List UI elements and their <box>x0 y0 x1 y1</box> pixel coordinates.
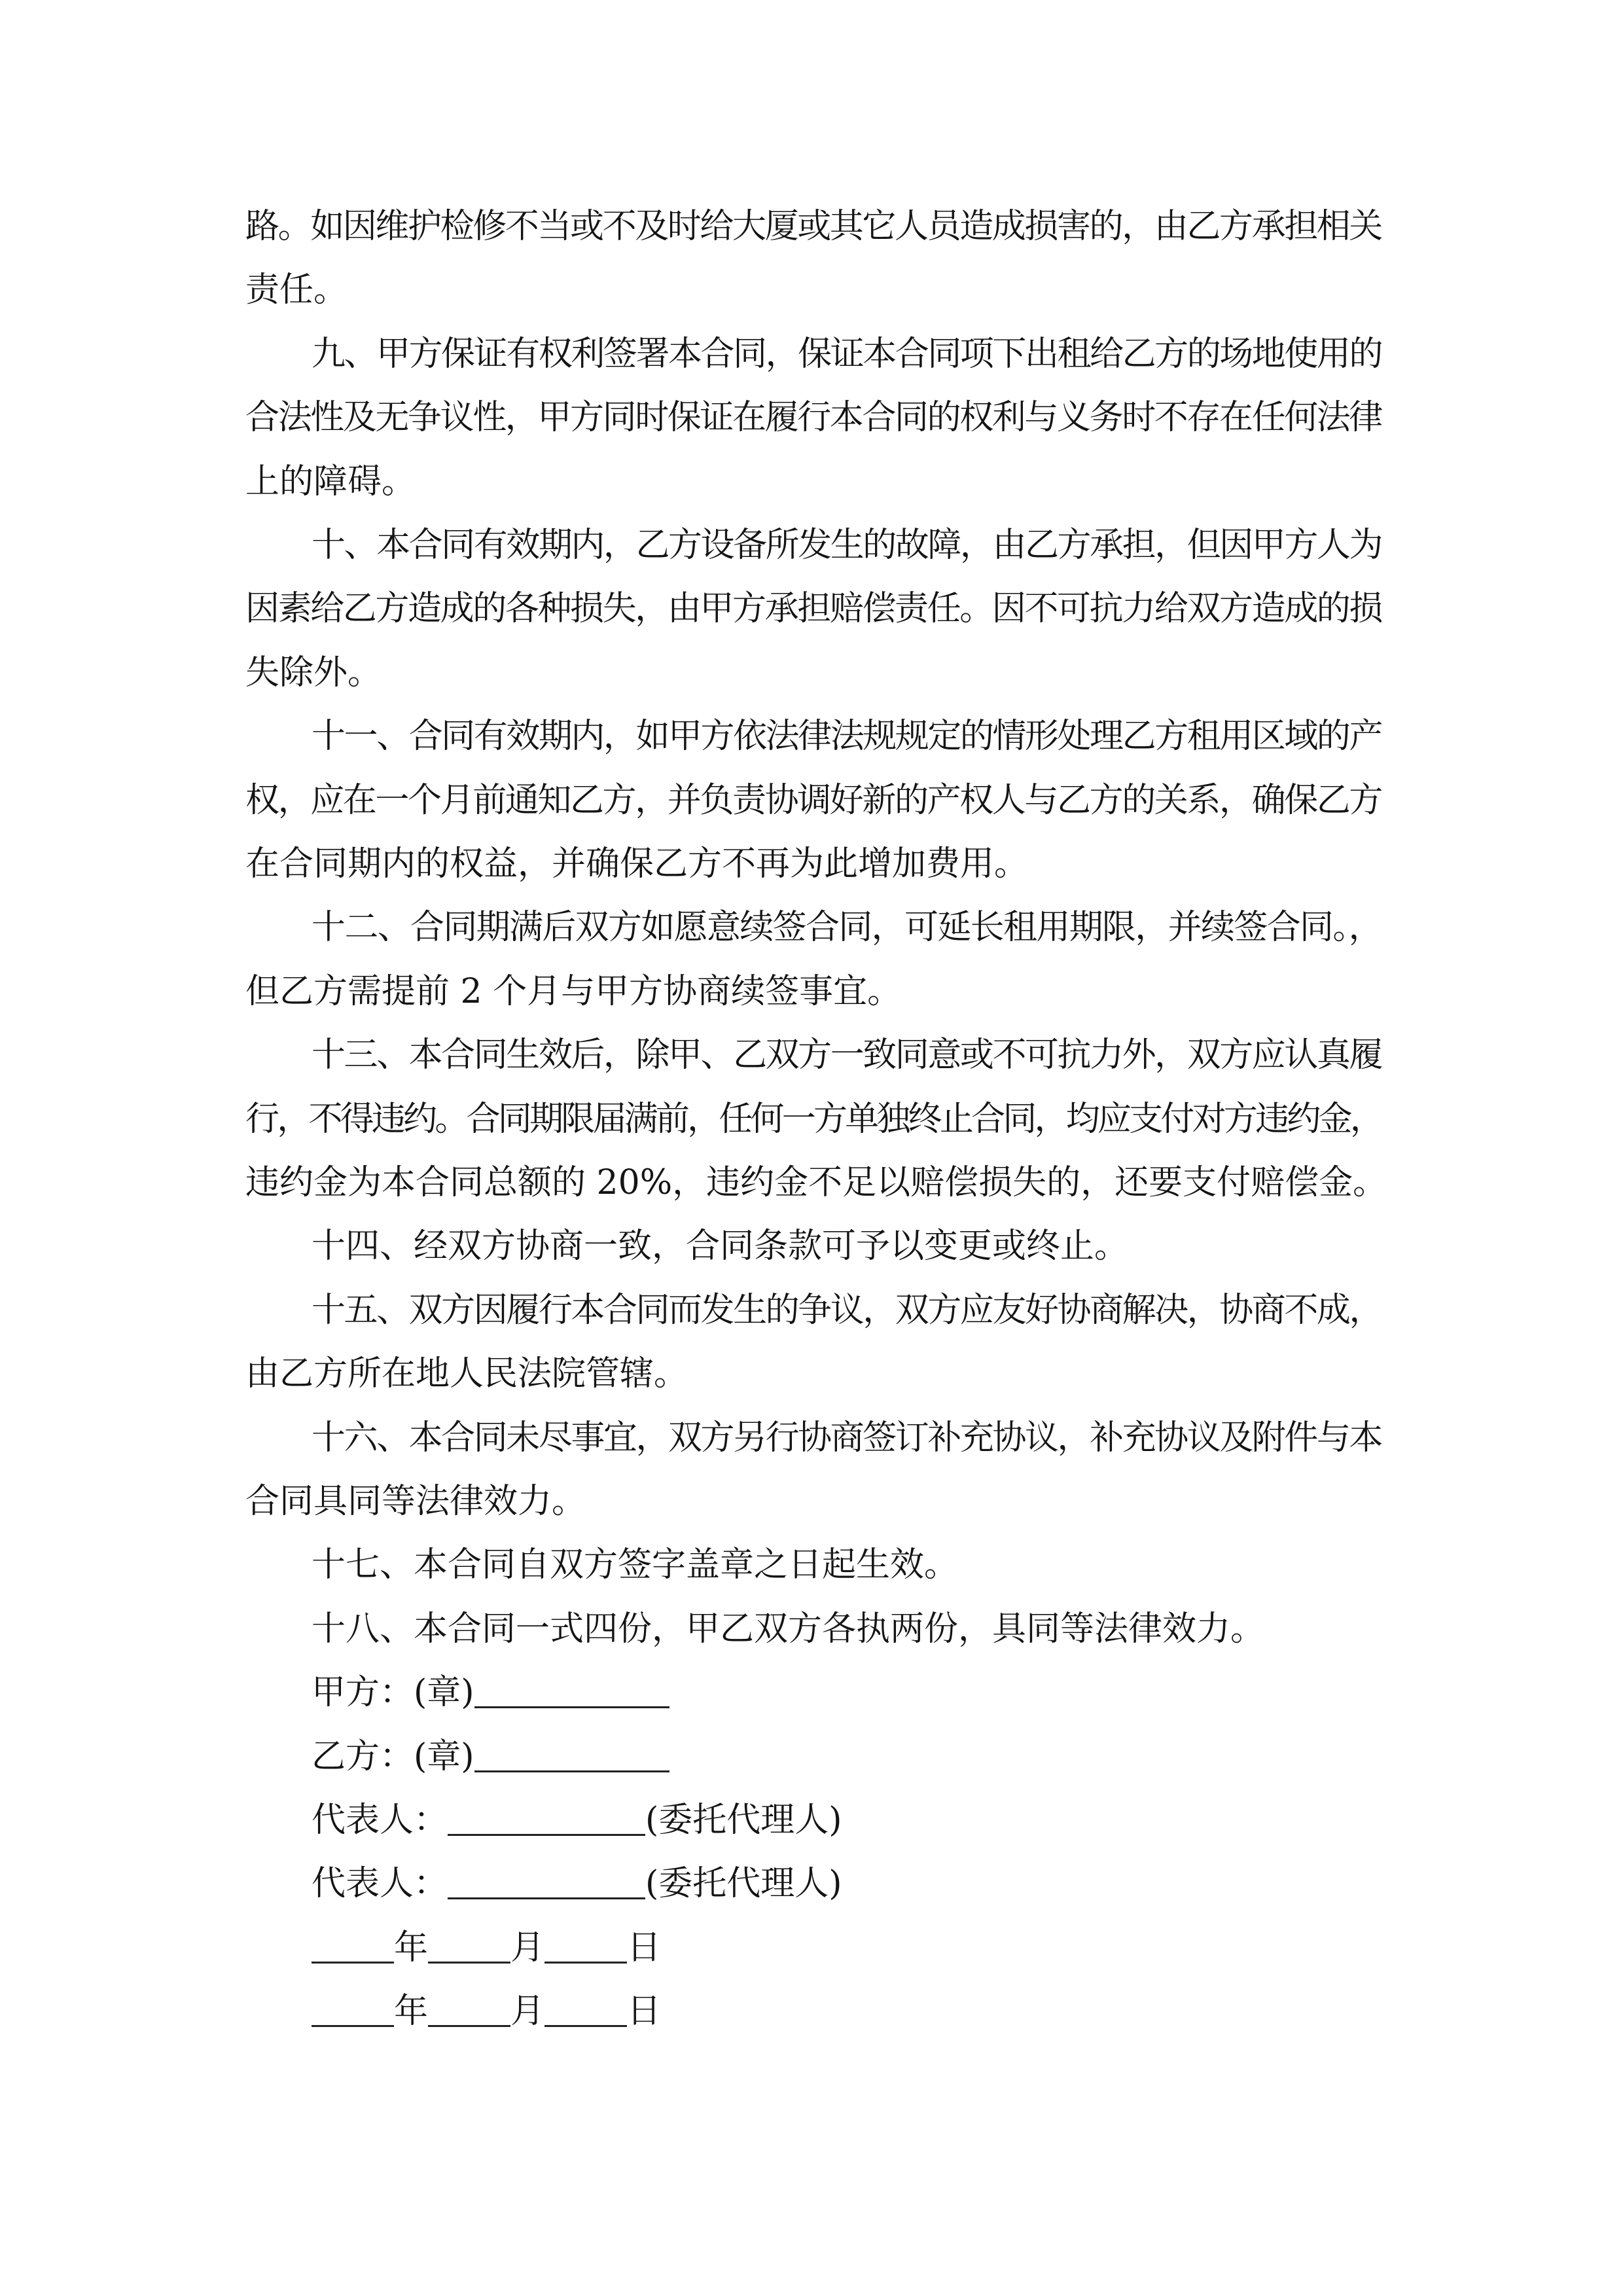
signature-blank <box>474 1739 669 1772</box>
paragraph-line: 合法性及无争议性，甲方同时保证在履行本合同的权利与义务时不存在任何法律 <box>245 398 1382 438</box>
representative-signature <box>312 1801 1382 1840</box>
day-blank <box>544 1930 627 1964</box>
signature-label: 甲方：(章) <box>312 1673 474 1713</box>
month-label: 月 <box>510 1992 545 2032</box>
representative-blank <box>448 1803 645 1836</box>
year-blank <box>312 1994 394 2027</box>
month-blank <box>428 1994 510 2027</box>
day-label: 日 <box>627 1928 662 1967</box>
month-label: 月 <box>510 1928 545 1967</box>
signing-date <box>312 1928 1382 1967</box>
year-label: 年 <box>394 1992 429 2032</box>
paragraph-line: 十二、合同期满后双方如愿意续签合同，可延长租用期限，并续签合同。， <box>312 908 1382 948</box>
paragraph-line: 权，应在一个月前通知乙方，并负责协调好新的产权人与乙方的关系，确保乙方 <box>245 780 1382 820</box>
day-label: 日 <box>627 1992 662 2032</box>
paragraph-line: 十、本合同有效期内，乙方设备所发生的故障，由乙方承担，但因甲方人为 <box>312 526 1382 565</box>
party-b-signature <box>312 1737 1382 1776</box>
paragraph-line: 十三、本合同生效后，除甲、乙双方一致同意或不可抗力外，双方应认真履 <box>312 1035 1382 1075</box>
representative-suffix: (委托代理人) <box>645 1864 842 1904</box>
paragraph-line: 由乙方所在地人民法院管辖。 <box>245 1354 688 1394</box>
representative-label: 代表人： <box>312 1801 448 1840</box>
signature-blank <box>474 1675 669 1708</box>
paragraph-line: 九、甲方保证有权利签署本合同，保证本合同项下出租给乙方的场地使用的 <box>312 334 1382 374</box>
paragraph-line: 违约金为本合同总额的 20%，违约金不足以赔偿损失的，还要支付赔偿金。 <box>245 1163 1387 1202</box>
representative-blank <box>448 1866 645 1899</box>
signing-date <box>312 1992 1382 2031</box>
paragraph-line: 十一、合同有效期内，如甲方依法律法规规定的情形处理乙方租用区域的产 <box>312 717 1382 757</box>
paragraph-line: 因素给乙方造成的各种损失，由甲方承担赔偿责任。因不可抗力给双方造成的损 <box>245 589 1382 629</box>
year-label: 年 <box>394 1928 429 1967</box>
representative-suffix: (委托代理人) <box>645 1801 842 1840</box>
paragraph-line: 十六、本合同未尽事宜，双方另行协商签订补充协议，补充协议及附件与本 <box>312 1418 1382 1458</box>
paragraph-line: 十五、双方因履行本合同而发生的争议，双方应友好协商解决，协商不成， <box>312 1290 1382 1330</box>
paragraph-line: 在合同期内的权益，并确保乙方不再为此增加费用。 <box>245 844 1029 884</box>
paragraph-line: 责任。 <box>245 270 348 310</box>
paragraph-line: 路。如因维护检修不当或不及时给大厦或其它人员造成损害的，由乙方承担相关 <box>245 207 1382 246</box>
paragraph-line: 十七、本合同自双方签字盖章之日起生效。 <box>312 1545 959 1585</box>
paragraph-line: 上的障碍。 <box>245 461 416 501</box>
month-blank <box>428 1930 510 1964</box>
paragraph-line: 十四、经双方协商一致，合同条款可予以变更或终止。 <box>312 1227 1129 1266</box>
representative-signature <box>312 1864 1382 1903</box>
paragraph-line: 合同具同等法律效力。 <box>245 1482 586 1521</box>
paragraph-line: 十八、本合同一式四份，甲乙双方各执两份，具同等法律效力。 <box>312 1609 1265 1649</box>
paragraph-line: 但乙方需提前 2 个月与甲方协商续签事宜。 <box>245 971 902 1011</box>
representative-label: 代表人： <box>312 1864 448 1904</box>
party-a-signature <box>312 1673 1382 1712</box>
year-blank <box>312 1930 394 1964</box>
day-blank <box>544 1994 627 2027</box>
paragraph-line: 失除外。 <box>245 653 382 692</box>
paragraph-line: 行，不得违约。合同期限届满前，任何一方单独终止合同，均应支付对方违约金， <box>245 1099 1382 1139</box>
signature-label: 乙方：(章) <box>312 1736 474 1776</box>
